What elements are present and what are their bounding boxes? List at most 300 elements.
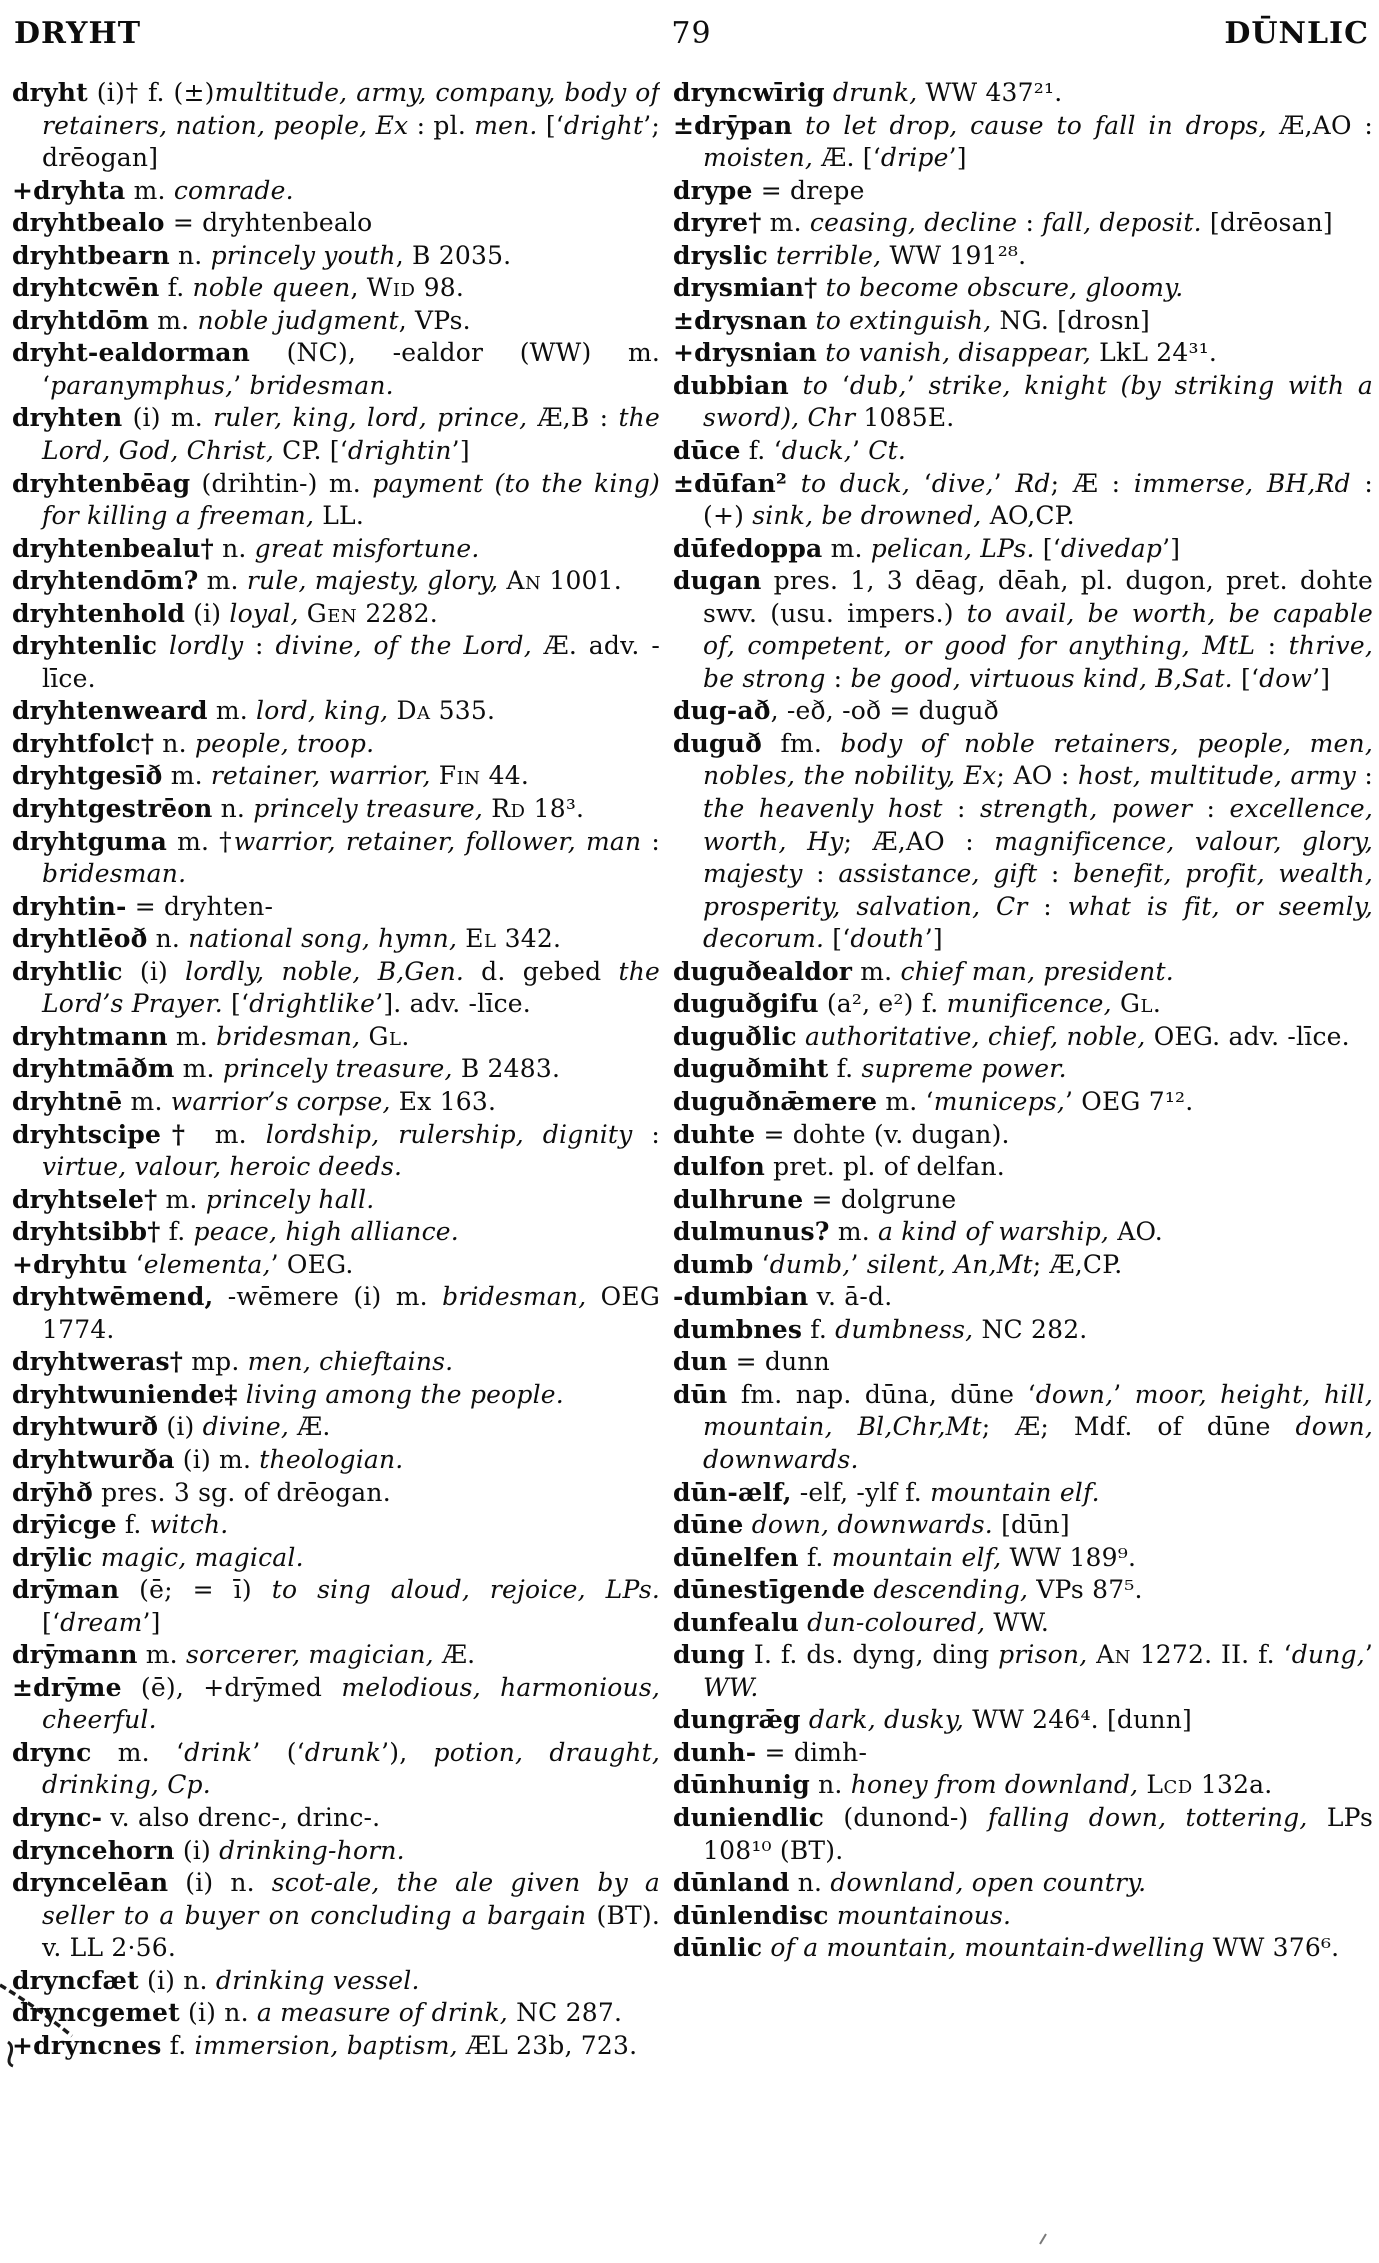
entry-text: f. bbox=[159, 273, 193, 303]
entry-text: authoritative, chief, noble, bbox=[804, 1021, 1146, 1051]
dictionary-entry bbox=[673, 1932, 1373, 1965]
entry-text: ’ OEG 7¹². bbox=[1064, 1086, 1194, 1116]
dictionary-entry bbox=[673, 337, 1373, 370]
entry-text: (i) n. bbox=[168, 1868, 272, 1898]
headword: dryncelēan bbox=[12, 1868, 169, 1898]
entry-text: : bbox=[641, 826, 660, 856]
headword: duhte bbox=[673, 1119, 756, 1149]
headword: dunh- bbox=[673, 1737, 757, 1767]
entry-text: WW 376⁶. bbox=[1204, 1933, 1340, 1963]
entry-text: m. bbox=[829, 1217, 879, 1247]
entry-text: potion, draught, drinking, Cp. bbox=[42, 1737, 660, 1800]
headword: drȳlic bbox=[12, 1542, 93, 1572]
headword: dryncgemet bbox=[12, 1998, 180, 2028]
dictionary-entry bbox=[673, 533, 1373, 566]
entry-text: ’ bbox=[1364, 1640, 1373, 1670]
entry-text: ’]. adv. -līce. bbox=[375, 989, 531, 1019]
entry-text: to become obscure, gloomy. bbox=[825, 273, 1184, 303]
entry-text: (NC), -ealdor (WW) m. ‘ bbox=[42, 338, 660, 400]
entry-text: mountain elf. bbox=[930, 1477, 1100, 1507]
headword: dryslic bbox=[673, 240, 768, 270]
headword: dryncfæt bbox=[12, 1965, 139, 1995]
entry-text: thrive, be strong bbox=[703, 631, 1373, 693]
entry-text: dive, bbox=[931, 468, 994, 498]
dictionary-entry bbox=[673, 175, 1373, 208]
headword: dryhtwurð bbox=[12, 1412, 159, 1442]
entry-text: : (+) bbox=[703, 468, 1373, 531]
dictionary-entry bbox=[12, 1086, 660, 1119]
entry-text: : bbox=[1017, 208, 1043, 238]
entry-text: dark, dusky, bbox=[808, 1705, 965, 1735]
text-columns bbox=[12, 77, 1373, 2062]
entry-text: (i) n. bbox=[138, 1965, 216, 1995]
entry-text: m. bbox=[137, 1640, 186, 1670]
entry-text: ‘ bbox=[127, 1249, 144, 1279]
headword: dūne bbox=[673, 1510, 744, 1540]
entry-text: descending, bbox=[873, 1575, 1029, 1605]
entry-text: dun-coloured, bbox=[807, 1607, 986, 1637]
entry-text: princely treasure, bbox=[222, 1054, 453, 1084]
entry-text: Lcd bbox=[1146, 1770, 1193, 1800]
entry-text bbox=[807, 306, 815, 335]
dictionary-entry bbox=[673, 1379, 1373, 1477]
entry-text: mp. bbox=[183, 1347, 248, 1377]
entry-text: ’] bbox=[948, 143, 967, 173]
entry-text: : bbox=[1355, 761, 1373, 791]
entry-text: princely hall. bbox=[205, 1184, 375, 1214]
dictionary-entry bbox=[673, 77, 1373, 110]
dictionary-entry bbox=[673, 370, 1373, 435]
entry-text: LkL 24³¹. bbox=[1091, 338, 1218, 368]
entry-text: virtue, valour, heroic deeds. bbox=[42, 1152, 403, 1182]
dictionary-entry bbox=[12, 240, 660, 273]
entry-text: Æ,B : bbox=[527, 403, 619, 433]
dictionary-entry bbox=[673, 1607, 1373, 1640]
dictionary-entry bbox=[12, 1184, 660, 1217]
entry-text: m. bbox=[174, 1054, 223, 1084]
entry-text: (i)† f. (±) bbox=[87, 78, 215, 107]
entry-text: a kind of warship, bbox=[878, 1217, 1110, 1247]
entry-text: terrible, bbox=[776, 240, 882, 270]
entry-text: OEG. adv. -līce. bbox=[1145, 1021, 1350, 1051]
entry-text bbox=[789, 371, 803, 400]
dictionary-entry bbox=[673, 695, 1373, 728]
entry-text: noble judgment bbox=[197, 305, 399, 335]
entry-text: WW 189⁹. bbox=[1001, 1542, 1137, 1572]
entry-text: moisten, bbox=[703, 143, 814, 173]
entry-text: paranymphus, bbox=[50, 370, 234, 400]
entry-text bbox=[768, 241, 776, 270]
entry-text: [‘ bbox=[537, 110, 564, 140]
entry-text: Ex 163. bbox=[390, 1086, 497, 1116]
entry-text: peace, high alliance. bbox=[193, 1217, 459, 1247]
entry-text: ’ bbox=[993, 468, 1016, 498]
dictionary-entry bbox=[12, 305, 660, 338]
entry-text: dow bbox=[1259, 663, 1313, 693]
entry-text: noble queen bbox=[192, 273, 351, 303]
entry-text: melodious, harmonious, cheerful. bbox=[42, 1672, 660, 1735]
dictionary-entry bbox=[673, 1704, 1373, 1737]
headword: dryhtenweard bbox=[12, 696, 208, 726]
entry-text: ’] bbox=[924, 924, 943, 954]
entry-text: -elf, -ylf f. bbox=[791, 1477, 931, 1507]
headword: -dumbian bbox=[673, 1282, 809, 1312]
entry-text: , -eð, -oð = duguð bbox=[770, 696, 999, 726]
entry-text: (i) m. bbox=[122, 403, 214, 433]
headword: dūnelfen bbox=[673, 1542, 799, 1572]
entry-text: m. bbox=[852, 956, 901, 986]
dictionary-entry bbox=[673, 1249, 1373, 1282]
dictionary-entry bbox=[673, 1509, 1373, 1542]
entry-text: 18³. bbox=[525, 794, 585, 824]
entry-text: Æ. bbox=[433, 1640, 476, 1670]
entry-text: NC 282. bbox=[973, 1314, 1088, 1344]
entry-text: assistance, gift bbox=[838, 859, 1038, 889]
dictionary-entry bbox=[12, 630, 660, 695]
entry-text bbox=[817, 273, 825, 302]
dictionary-entry bbox=[12, 77, 660, 175]
entry-text: benefit, profit, wealth, prosperity, salvation, Cr bbox=[703, 859, 1373, 921]
dictionary-entry bbox=[673, 1184, 1373, 1217]
dictionary-entry bbox=[673, 1542, 1373, 1575]
headword: dryhtwēmend, bbox=[12, 1282, 214, 1312]
dictionary-entry bbox=[12, 891, 660, 924]
entry-text: great misfortune. bbox=[254, 533, 480, 563]
dictionary-entry bbox=[12, 923, 660, 956]
headword: ±drysnan bbox=[673, 305, 808, 335]
headword: drȳicge bbox=[12, 1510, 117, 1540]
entry-text: 2282. bbox=[357, 598, 438, 628]
entry-text: (i) bbox=[122, 956, 186, 986]
dictionary-entry bbox=[673, 110, 1373, 175]
entry-text: WW 246⁴. [dunn] bbox=[964, 1705, 1192, 1735]
entry-text: dub, bbox=[849, 370, 907, 400]
entry-text: m. bbox=[207, 696, 257, 726]
entry-text: retainer, warrior, bbox=[210, 761, 431, 791]
dictionary-entry bbox=[12, 2030, 660, 2063]
entry-text: m. bbox=[157, 1184, 206, 1214]
entry-text: n. bbox=[809, 1770, 851, 1800]
entry-text: [‘ bbox=[824, 924, 851, 954]
entry-text: [‘ bbox=[1232, 663, 1260, 693]
entry-text: down, downwards. bbox=[751, 1510, 993, 1540]
entry-text: -wēmere (i) m. bbox=[213, 1282, 443, 1312]
entry-text: = dryhtenbealo bbox=[164, 208, 373, 238]
entry-text: ’), bbox=[381, 1737, 434, 1767]
headword: dugan bbox=[673, 566, 762, 596]
dictionary-entry bbox=[673, 1900, 1373, 1933]
entry-text: m. ‘ bbox=[877, 1086, 934, 1116]
entry-text: m. ‘ bbox=[91, 1737, 185, 1767]
headword: dūnlic bbox=[673, 1933, 763, 1963]
entry-text: v. also drenc-, drinc-. bbox=[102, 1802, 381, 1832]
entry-text: ’ bbox=[906, 370, 929, 400]
entry-text: ‘ bbox=[910, 468, 932, 498]
headword: dungrǣg bbox=[673, 1705, 801, 1735]
headword: dryhtendōm? bbox=[12, 566, 199, 596]
entry-text bbox=[431, 761, 439, 790]
headword: dubbian bbox=[673, 370, 789, 400]
headword: dulfon bbox=[673, 1152, 765, 1182]
entry-text: down, downwards. bbox=[703, 1412, 1373, 1474]
entry-text: dumb, bbox=[769, 1249, 851, 1279]
dictionary-entry bbox=[12, 402, 660, 467]
entry-text: 1085E. bbox=[855, 403, 955, 433]
dictionary-entry bbox=[12, 1379, 660, 1412]
entry-text: to duck, bbox=[800, 468, 911, 498]
entry-text: . bbox=[401, 1021, 410, 1051]
entry-text: drightin bbox=[347, 436, 452, 466]
dictionary-entry bbox=[12, 1021, 660, 1054]
headword: dryhtbearn bbox=[12, 240, 170, 270]
entry-text: strength, power bbox=[979, 794, 1193, 824]
entry-text: AO. bbox=[1109, 1217, 1163, 1247]
entry-text: 342. bbox=[496, 924, 562, 954]
headword: dryhtfolc† bbox=[12, 728, 155, 758]
headword: ±drȳpan bbox=[673, 110, 793, 140]
entry-text: 535. bbox=[430, 696, 496, 726]
entry-text: scot-ale, the ale given by a seller to a buyer on concluding a bargain bbox=[42, 1868, 660, 1930]
entry-text: : bbox=[942, 794, 980, 824]
headword: dryht bbox=[12, 78, 88, 107]
entry-text: 98. bbox=[415, 273, 464, 303]
entry-text: AO,CP. bbox=[981, 501, 1075, 531]
headword: dryhtwurða bbox=[12, 1444, 175, 1474]
entry-text: ruler, king, lord, prince, bbox=[213, 403, 528, 433]
entry-text: v. ā-d. bbox=[808, 1282, 893, 1312]
entry-text: = dunn bbox=[727, 1347, 830, 1377]
headword: +dryhtu bbox=[12, 1249, 128, 1279]
entry-text: what is fit, or seemly, decorum. bbox=[703, 891, 1373, 954]
entry-text: (dunond-) bbox=[824, 1802, 988, 1832]
headword: duniendlic bbox=[673, 1802, 825, 1832]
header-left-catchword: DRYHT bbox=[14, 16, 142, 51]
headword: ±drȳme bbox=[12, 1672, 122, 1702]
entry-text bbox=[1112, 989, 1120, 1018]
entry-text: honey from downland, bbox=[850, 1770, 1139, 1800]
entry-text: ’] bbox=[1162, 533, 1181, 563]
entry-text: (drihtin-) m. bbox=[190, 468, 373, 498]
dictionary-entry bbox=[673, 1574, 1373, 1607]
entry-text: [‘ bbox=[42, 1607, 61, 1637]
headword: drȳman bbox=[12, 1575, 120, 1605]
column-right bbox=[673, 77, 1373, 2062]
dictionary-entry bbox=[673, 1867, 1373, 1900]
entry-text: strike, knight (by striking with a sword), bbox=[703, 370, 1373, 433]
headword: duguðnǣmere bbox=[673, 1086, 878, 1116]
entry-text: drinking vessel. bbox=[215, 1965, 420, 1995]
dictionary-entry bbox=[12, 1997, 660, 2030]
headword: dung bbox=[673, 1640, 746, 1670]
headword: dryhtlēoð bbox=[12, 924, 148, 954]
entry-text: m. bbox=[761, 208, 810, 238]
entry-text: : bbox=[825, 663, 851, 693]
headword: dryhtenbēag bbox=[12, 468, 191, 498]
headword: +drysnian bbox=[673, 338, 818, 368]
headword: dūnestīgende bbox=[673, 1575, 866, 1605]
entry-text: n. bbox=[213, 533, 255, 563]
dictionary-entry bbox=[12, 1574, 660, 1639]
entry-text: divine, bbox=[202, 1412, 290, 1442]
entry-text: n. bbox=[169, 240, 211, 270]
entry-text: I. f. ds. dyng, ding bbox=[745, 1640, 999, 1670]
entry-text: falling down, tottering, bbox=[987, 1802, 1308, 1832]
entry-text bbox=[829, 1901, 837, 1930]
dictionary-entry bbox=[12, 1411, 660, 1444]
entry-text: . bbox=[1152, 989, 1162, 1019]
entry-text: ceasing, decline bbox=[809, 208, 1018, 238]
headword: dryhtenbealu† bbox=[12, 533, 214, 563]
entry-text: n. bbox=[789, 1868, 831, 1898]
entry-text: sink, be drowned, bbox=[752, 501, 982, 531]
entry-text: fm. bbox=[762, 728, 841, 758]
entry-text: (a², e²) f. bbox=[818, 989, 947, 1019]
headword: ±dūfan² bbox=[673, 468, 788, 498]
entry-text: ‘ bbox=[753, 1249, 770, 1279]
entry-text: host, multitude, army bbox=[1077, 761, 1356, 791]
headword: dryhtweras† bbox=[12, 1347, 184, 1377]
entry-text: m. bbox=[198, 566, 247, 596]
entry-text: national song, hymn, bbox=[188, 924, 458, 954]
entry-text: payment (to the king) for killing a freeman, bbox=[42, 468, 660, 531]
entry-text: [‘ bbox=[1034, 533, 1061, 563]
headword: drync bbox=[12, 1737, 92, 1767]
entry-text: , VPs. bbox=[398, 305, 471, 335]
headword: dryhtwuniende‡ bbox=[12, 1379, 238, 1409]
dictionary-entry bbox=[673, 1216, 1373, 1249]
dictionary-entry bbox=[12, 1672, 660, 1737]
entry-text: chief man, president. bbox=[900, 956, 1174, 986]
headword: dūce bbox=[673, 436, 741, 466]
entry-text: [drēosan] bbox=[1201, 208, 1333, 238]
entry-text: theologian. bbox=[259, 1444, 404, 1474]
entry-text: princely youth bbox=[210, 240, 396, 270]
headword: dūfedoppa bbox=[673, 533, 823, 563]
dictionary-entry bbox=[12, 1802, 660, 1835]
dictionary-entry bbox=[12, 1965, 660, 1998]
headword: dumbnes bbox=[673, 1314, 803, 1344]
headword: dūnland bbox=[673, 1868, 790, 1898]
headword: dryhtin- bbox=[12, 891, 127, 921]
entry-text: ’ bbox=[233, 370, 250, 400]
entry-text: to bbox=[802, 370, 829, 400]
entry-text: Æ. adv. -līce. bbox=[42, 631, 660, 693]
entry-text: Ct. bbox=[868, 436, 906, 466]
entry-text: (BT). v. LL 2·56. bbox=[42, 1900, 660, 1963]
headword: dryhtscipe† bbox=[12, 1119, 196, 1149]
entry-text: 1272. II. f. ‘ bbox=[1130, 1640, 1292, 1670]
headword: drȳmann bbox=[12, 1640, 138, 1670]
entry-text: n. bbox=[147, 924, 189, 954]
dictionary-entry bbox=[12, 1249, 660, 1282]
entry-text bbox=[801, 1705, 809, 1734]
dictionary-entry bbox=[673, 1802, 1373, 1867]
entry-text bbox=[238, 1380, 246, 1409]
entry-text: dright bbox=[563, 110, 644, 140]
entry-text: to let drop, cause to fall in drops, bbox=[805, 110, 1267, 140]
entry-text: lordly bbox=[168, 631, 244, 661]
entry-text bbox=[799, 1608, 807, 1637]
entry-text: warrior’s corpse, bbox=[170, 1086, 391, 1116]
dictionary-entry bbox=[673, 1151, 1373, 1184]
entry-text: : bbox=[1192, 794, 1230, 824]
headword: dūnlendisc bbox=[673, 1900, 829, 1930]
dictionary-entry bbox=[12, 956, 660, 1021]
entry-text: NC 287. bbox=[507, 1998, 623, 2028]
entry-text: multitude, army, company, body of retainers, nation, people, Ex bbox=[42, 78, 660, 140]
dictionary-entry bbox=[673, 728, 1373, 956]
headword: dryhtgesīð bbox=[12, 761, 163, 791]
dictionary-entry bbox=[12, 826, 660, 891]
dictionary-entry bbox=[673, 1119, 1373, 1152]
entry-text: witch. bbox=[149, 1510, 229, 1540]
dictionary-entry bbox=[673, 956, 1373, 989]
entry-text: fall, deposit. bbox=[1042, 208, 1202, 238]
dictionary-entry bbox=[12, 793, 660, 826]
entry-text: supreme power. bbox=[861, 1054, 1067, 1084]
entry-text: silent, An,Mt bbox=[866, 1249, 1033, 1279]
headword: dryhtdōm bbox=[12, 305, 150, 335]
entry-text: (i) bbox=[158, 1412, 203, 1442]
entry-text bbox=[93, 1543, 101, 1572]
entry-text: = dohte (v. dugan). bbox=[755, 1119, 1010, 1149]
entry-text: lordship, rulership, dignity bbox=[265, 1119, 633, 1149]
entry-text: prison, bbox=[998, 1640, 1088, 1670]
entry-text: f. bbox=[161, 2030, 195, 2060]
entry-text: , B 2035. bbox=[395, 240, 512, 270]
dictionary-entry bbox=[12, 1216, 660, 1249]
scan-artifact-slash bbox=[1040, 2234, 1046, 2244]
entry-text: , bbox=[350, 273, 367, 303]
entry-text: rule, majesty, glory, bbox=[246, 566, 499, 596]
entry-text: : bbox=[1037, 859, 1074, 889]
page-header bbox=[12, 16, 1373, 51]
entry-text: n. bbox=[212, 794, 254, 824]
dictionary-entry bbox=[673, 272, 1373, 305]
dictionary-entry bbox=[12, 1444, 660, 1477]
entry-text: bridesman, bbox=[442, 1282, 587, 1312]
entry-text: moor, height, hill, mountain, Bl,Chr,Mt bbox=[703, 1379, 1373, 1442]
entry-text: sorcerer, magician, bbox=[185, 1640, 434, 1670]
entry-text: WW. bbox=[703, 1672, 759, 1702]
headword: duguðmiht bbox=[673, 1054, 829, 1084]
entry-text: m. bbox=[125, 175, 174, 205]
entry-text: a measure of drink, bbox=[256, 1998, 508, 2028]
entry-text: = dimh- bbox=[756, 1737, 868, 1767]
entry-text: Æ. [‘ bbox=[813, 143, 881, 173]
dictionary-entry bbox=[673, 988, 1373, 1021]
headword: dūnhunig bbox=[673, 1770, 810, 1800]
entry-text: f. bbox=[116, 1510, 150, 1540]
headword: dryhtsele† bbox=[12, 1184, 158, 1214]
dictionary-entry bbox=[673, 1021, 1373, 1054]
dictionary-entry bbox=[673, 1346, 1373, 1379]
entry-text: divine, of the Lord, bbox=[275, 631, 532, 661]
entry-text: = dryhten- bbox=[126, 891, 274, 921]
entry-text: Gl bbox=[368, 1021, 402, 1051]
entry-text bbox=[817, 338, 825, 367]
entry-text bbox=[799, 403, 807, 432]
headword: dūn bbox=[673, 1379, 728, 1409]
entry-text: : pl. bbox=[408, 110, 475, 140]
dictionary-entry bbox=[12, 1053, 660, 1086]
entry-text: ’; drēogan] bbox=[42, 110, 660, 173]
headword: drysmian† bbox=[673, 273, 818, 303]
entry-text: Wid bbox=[366, 273, 416, 303]
entry-text: LPs 108¹⁰ (BT). bbox=[703, 1802, 1373, 1865]
dictionary-entry bbox=[673, 1477, 1373, 1510]
entry-text: comrade. bbox=[173, 175, 294, 205]
